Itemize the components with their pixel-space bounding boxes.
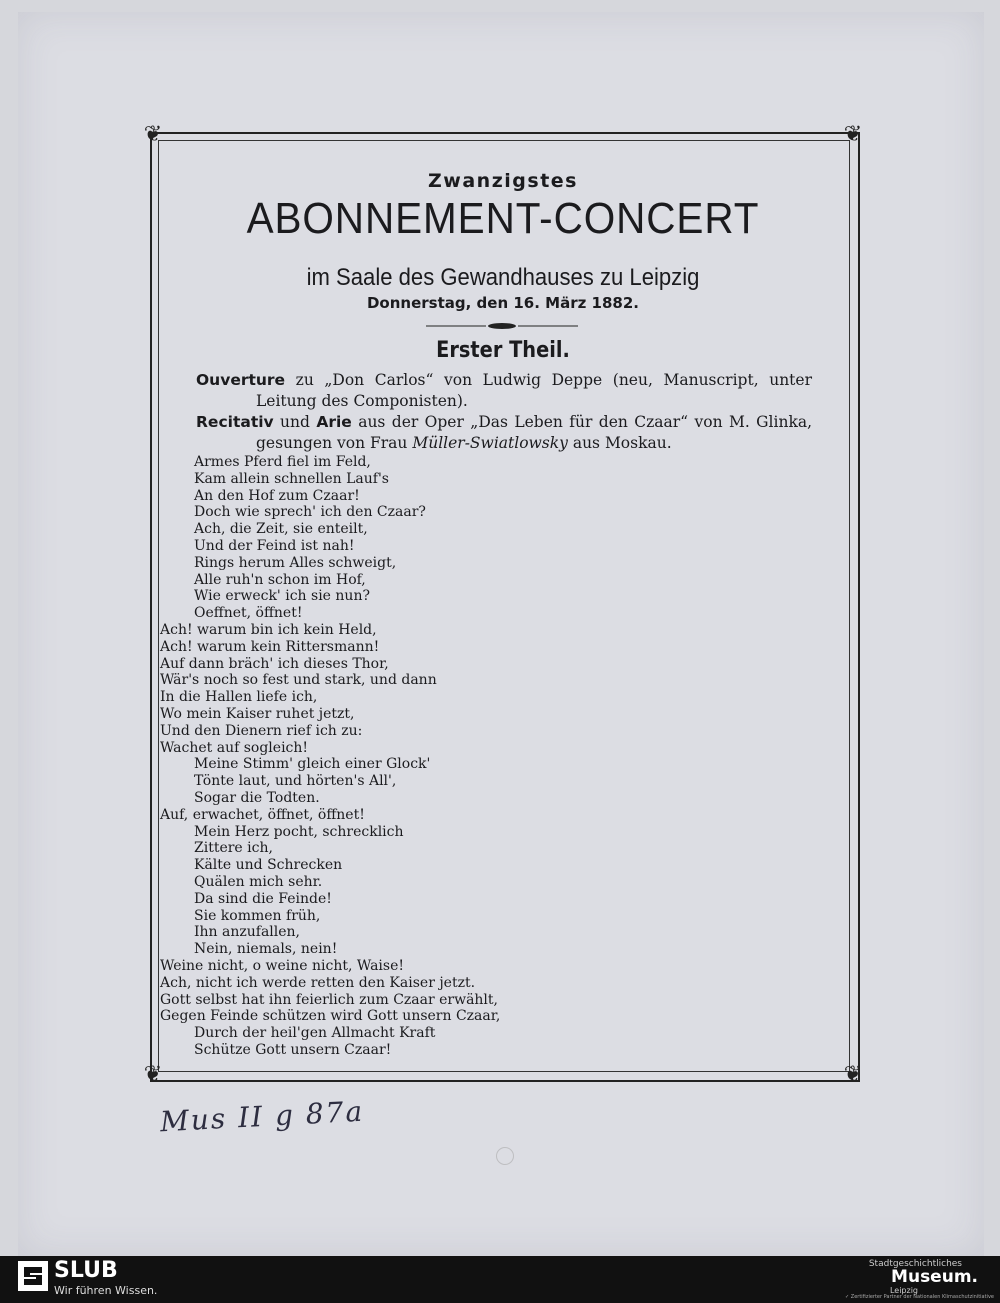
lyric-line: Schütze Gott unsern Czaar! (194, 1041, 392, 1058)
lyric-line: An den Hof zum Czaar! (194, 487, 360, 504)
lyric-line: Gegen Feinde schützen wird Gott unsern Czaar, (160, 1008, 501, 1025)
item-keyword: Ouverture (196, 371, 286, 389)
item-text: zu „Don Carlos“ von Ludwig Deppe (neu, Manuscript, unter Leitung des Componisten). (256, 371, 812, 410)
museum-city: Leipzig (889, 1286, 918, 1295)
corner-ornament-top-right-icon: ❦ (843, 122, 863, 147)
lyric-line: Auf dann bräch' ich dieses Thor, (160, 655, 389, 672)
item-conjunction: und (273, 413, 317, 431)
divider-ornament (426, 322, 578, 330)
corner-ornament-bottom-left-icon: ❦ (143, 1062, 163, 1087)
viewer-footer (0, 1256, 1000, 1303)
lyric-line: Da sind die Feinde! (194, 890, 332, 907)
museum-subtitle: Stadtgeschichtliches (868, 1259, 962, 1269)
lyric-line: Weine nicht, o weine nicht, Waise! (160, 957, 404, 974)
lyric-line: Zittere ich, (194, 840, 273, 857)
concert-number: Zwanzigstes (428, 170, 578, 192)
lyric-line: Meine Stimm' gleich einer Glock' (194, 756, 431, 773)
section-heading: Erster Theil. (436, 338, 570, 363)
lyric-line: Mein Herz pocht, schrecklich (194, 823, 404, 840)
programme-item-overture (196, 370, 812, 412)
lyric-line: In die Hallen liefe ich, (160, 689, 318, 706)
concert-date: Donnerstag, den 16. März 1882. (366, 294, 639, 312)
blind-stamp (496, 1147, 514, 1165)
lyric-line: Quälen mich sehr. (194, 873, 323, 890)
item-keyword: Recitativ (196, 413, 274, 431)
corner-ornament-bottom-right-icon: ❦ (843, 1062, 863, 1087)
lyric-line: Sogar die Todten. (194, 789, 320, 806)
lyric-line: Ach, nicht ich werde retten den Kaiser jetzt. (160, 974, 476, 991)
lyric-line: Auf, erwachet, öffnet, öffnet! (160, 806, 365, 823)
programme-item-aria (196, 412, 812, 454)
page-title: ABONNEMENT-CONCERT (246, 194, 760, 243)
lyric-line: Tönte laut, und hörten's All', (194, 773, 397, 790)
item-keyword-2: Arie (316, 413, 352, 431)
slub-name[interactable]: SLUB (54, 1258, 118, 1283)
lyric-line: Gott selbst hat ihn feierlich zum Czaar erwählt, (160, 991, 498, 1008)
item-text-end: aus Moskau. (567, 434, 672, 452)
lyric-line: Ach, die Zeit, sie enteilt, (194, 521, 368, 538)
lyric-line: Nein, niemals, nein! (194, 941, 338, 958)
lyric-line: Und den Dienern rief ich zu: (160, 722, 363, 739)
lyric-line: Wie erweck' ich sie nun? (194, 588, 370, 605)
lyric-line: Kam allein schnellen Lauf's (194, 470, 389, 487)
concert-venue: im Saale des Gewandhauses zu Leipzig (306, 264, 700, 291)
lyric-line: Doch wie sprech' ich den Czaar? (194, 504, 426, 521)
lyric-line: Ach! warum kein Rittersmann! (160, 638, 380, 655)
lyric-line: Armes Pferd fiel im Feld, (194, 454, 371, 470)
slub-slogan: Wir führen Wissen. (54, 1284, 158, 1297)
slub-logo-icon[interactable] (18, 1261, 48, 1291)
corner-ornament-top-left-icon: ❦ (143, 122, 163, 147)
lyric-line: Rings herum Alles schweigt, (194, 554, 397, 571)
item-text: aus der Oper „Das Leben für den Czaar“ von M. Glinka, gesungen von Frau (256, 413, 812, 452)
programme-items (196, 370, 812, 454)
lyric-line: Ihn anzufallen, (194, 924, 301, 941)
lyric-line: Wär's noch so fest und stark, und dann (160, 672, 437, 689)
aria-lyrics (160, 454, 760, 1059)
lyric-line: Und der Feind ist nah! (194, 537, 355, 554)
singer-name: Müller-Swiatlowsky (412, 434, 568, 452)
lyric-line: Wo mein Kaiser ruhet jetzt, (160, 705, 355, 722)
lyric-line: Oeffnet, öffnet! (194, 605, 303, 622)
lyric-line: Ach! warum bin ich kein Held, (160, 621, 377, 638)
lyric-line: Wachet auf sogleich! (160, 739, 309, 756)
lyric-line: Durch der heil'gen Allmacht Kraft (194, 1025, 436, 1042)
lyric-line: Alle ruh'n schon im Hof, (194, 571, 366, 588)
lyric-line: Sie kommen früh, (194, 907, 321, 924)
museum-partner-note: ✓ Zertifizierter Partner der Nationalen Klimaschutzinitiative (844, 1294, 994, 1300)
handwritten-shelfmark: Mus II g 87a (159, 1094, 365, 1139)
museum-logo[interactable]: Museum. (891, 1267, 978, 1287)
lyric-line: Kälte und Schrecken (194, 857, 343, 874)
